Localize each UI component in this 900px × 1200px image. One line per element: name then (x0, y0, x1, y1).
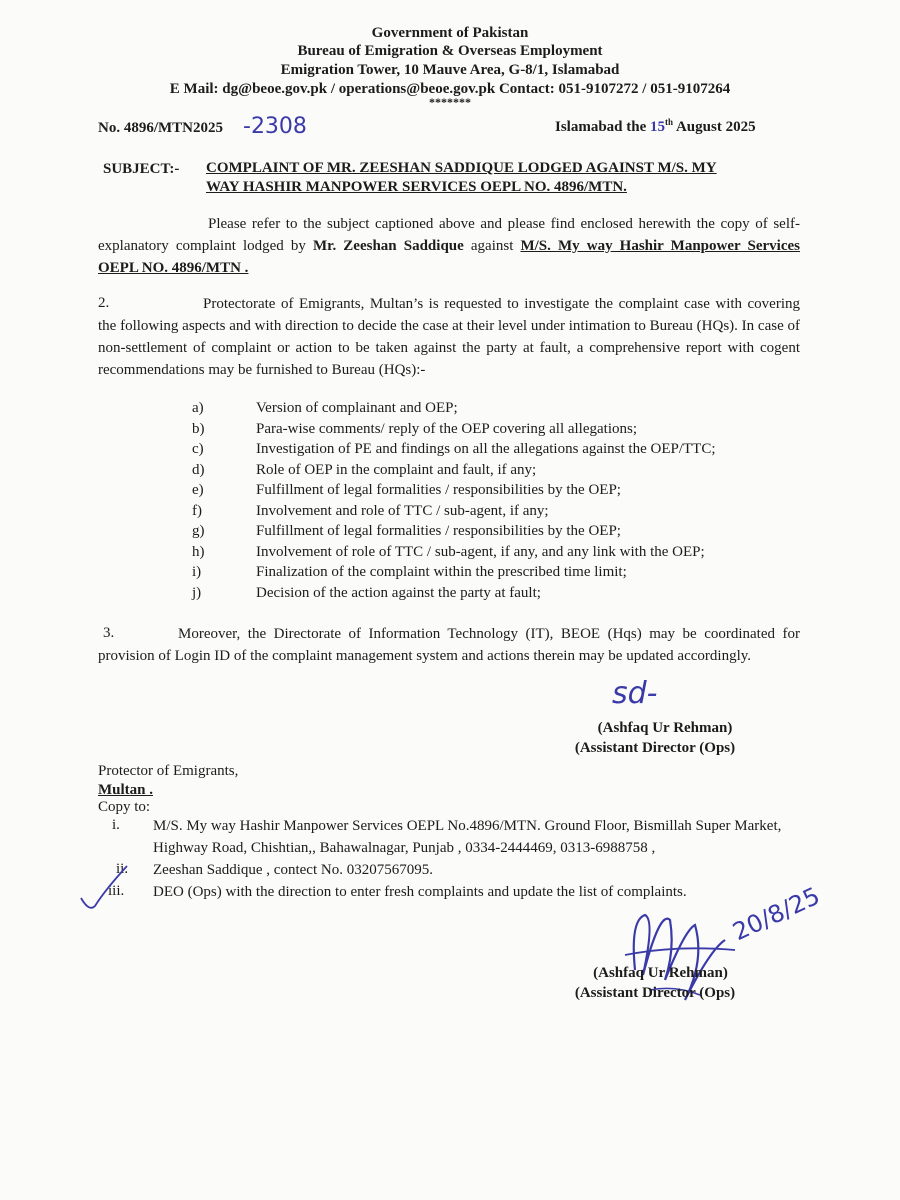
copy-item-number: ii. (116, 861, 129, 877)
aspect-letter: e) (192, 482, 204, 498)
signature-sd-mark: sd- (612, 676, 658, 711)
paragraph-2-number: 2. (98, 295, 110, 311)
aspect-letter: d) (192, 461, 205, 478)
letter-date: Islamabad the 15th August 2025 (555, 117, 756, 135)
signatory-title: (Assistant Director (Ops) (574, 985, 736, 1001)
oepl-name: M/S. My way Hashir Manpower Services OEPL NO. 4896/MTN . (98, 238, 800, 276)
reference-number: No. 4896/MTN2025 (98, 120, 223, 136)
aspect-text: Involvement and role of TTC / sub-agent, if any; (256, 502, 549, 519)
aspect-letter: f) (192, 502, 202, 519)
copy-item-text: Zeeshan Saddique , contect No. 03207567095. (153, 862, 433, 878)
subject-label: SUBJECT:- (103, 161, 180, 177)
copy-to-label: Copy to: (98, 799, 151, 815)
paragraph-3-number: 3. (103, 625, 115, 641)
signatory-name: (Ashfaq Ur Rehman) (593, 965, 728, 981)
letterhead-contact: E Mail: dg@beoe.gov.pk / operations@beoe.gov.pk Contact: 051-9107272 / 051-9107264 (169, 81, 731, 97)
date-day: 15 (650, 119, 666, 135)
aspect-text: Role of OEP in the complaint and fault, if any; (256, 461, 537, 478)
tick-mark-icon (75, 860, 135, 920)
aspect-text: Decision of the action against the party at fault; (256, 584, 541, 601)
copy-item-text: M/S. My way Hashir Manpower Services OEPL No.4896/MTN. Ground Floor, Bismillah Super Market, Highway Road, Chishtian,, Bahawalnagar, Punjab , 0334-2444469, 0313-6988758 , (153, 818, 782, 856)
aspect-text: Finalization of the complaint within the prescribed time limit; (256, 564, 627, 580)
aspect-letter: i) (192, 564, 202, 580)
letterhead-bureau: Bureau of Emigration & Overseas Employment (297, 43, 603, 59)
aspect-text: Version of complainant and OEP; (256, 400, 458, 416)
aspect-text: Fulfillment of legal formalities / responsibilities by the OEP; (256, 523, 621, 539)
aspect-letter: c) (192, 441, 204, 457)
paragraph-2: Protectorate of Emigrants, Multan’s is requested to investigate the complaint case with covering the following aspects and with direction to decide the case at their level under intimation to Bureau (HQs). In case of non-settlement of complaint or action to be taken against the party at fault, a comprehensive report with cogent recommendations may be furnished to Bureau (HQs):- (98, 296, 800, 378)
recipient-city: Multan . (98, 782, 154, 798)
copy-item-number: iii. (108, 883, 125, 899)
aspect-text: Fulfillment of legal formalities / responsibilities by the OEP; (256, 482, 621, 498)
signatory-title: (Assistant Director (Ops) (574, 740, 736, 756)
aspect-text: Para-wise comments/ reply of the OEP covering all allegations; (256, 420, 638, 437)
letterhead-address: Emigration Tower, 10 Mauve Area, G-8/1, Islamabad (280, 62, 620, 78)
handwritten-dispatch-number: -2308 (243, 114, 307, 139)
handwritten-date: 20/8/25 (728, 881, 825, 947)
copy-item-number: i. (112, 817, 120, 833)
letterhead-government: Government of Pakistan (371, 25, 529, 41)
copy-item-text: DEO (Ops) with the direction to enter fresh complaints and update the list of complaints. (153, 884, 687, 900)
aspect-letter: g) (192, 523, 205, 539)
paragraph-3: Moreover, the Directorate of Information Technology (IT), BEOE (Hqs) may be coordinated for provision of Login ID of the complaint management system and actions therein may be updated accordingly. (98, 626, 800, 664)
complainant-name: Mr. Zeeshan Saddique (313, 238, 464, 254)
aspects-list (0, 400, 900, 610)
aspect-letter: a) (192, 400, 204, 416)
aspect-letter: b) (192, 420, 205, 437)
subject-text: COMPLAINT OF MR. ZEESHAN SADDIQUE LODGED AGAINST M/S. MY WAY HASHIR MANPOWER SERVICES OEPL NO. 4896/MTN. (206, 160, 717, 195)
paragraph-1: Please refer to the subject captioned above and please find enclosed herewith the copy of self-explanatory complaint lodged by Mr. Zeeshan Saddique against M/S. My way Hashir Manpower Services OEPL NO. 4896/MTN . (98, 216, 800, 276)
recipient-office: Protector of Emigrants, (98, 763, 239, 779)
aspect-text: Involvement of role of TTC / sub-agent, if any, and any link with the OEP; (256, 543, 705, 560)
aspect-text: Investigation of PE and findings on all the allegations against the OEP/TTC; (256, 441, 716, 457)
letterhead-stars: ******* (429, 95, 471, 109)
signatory-name: (Ashfaq Ur Rehman) (597, 720, 733, 736)
aspect-letter: j) (192, 584, 202, 601)
aspect-letter: h) (192, 543, 205, 560)
